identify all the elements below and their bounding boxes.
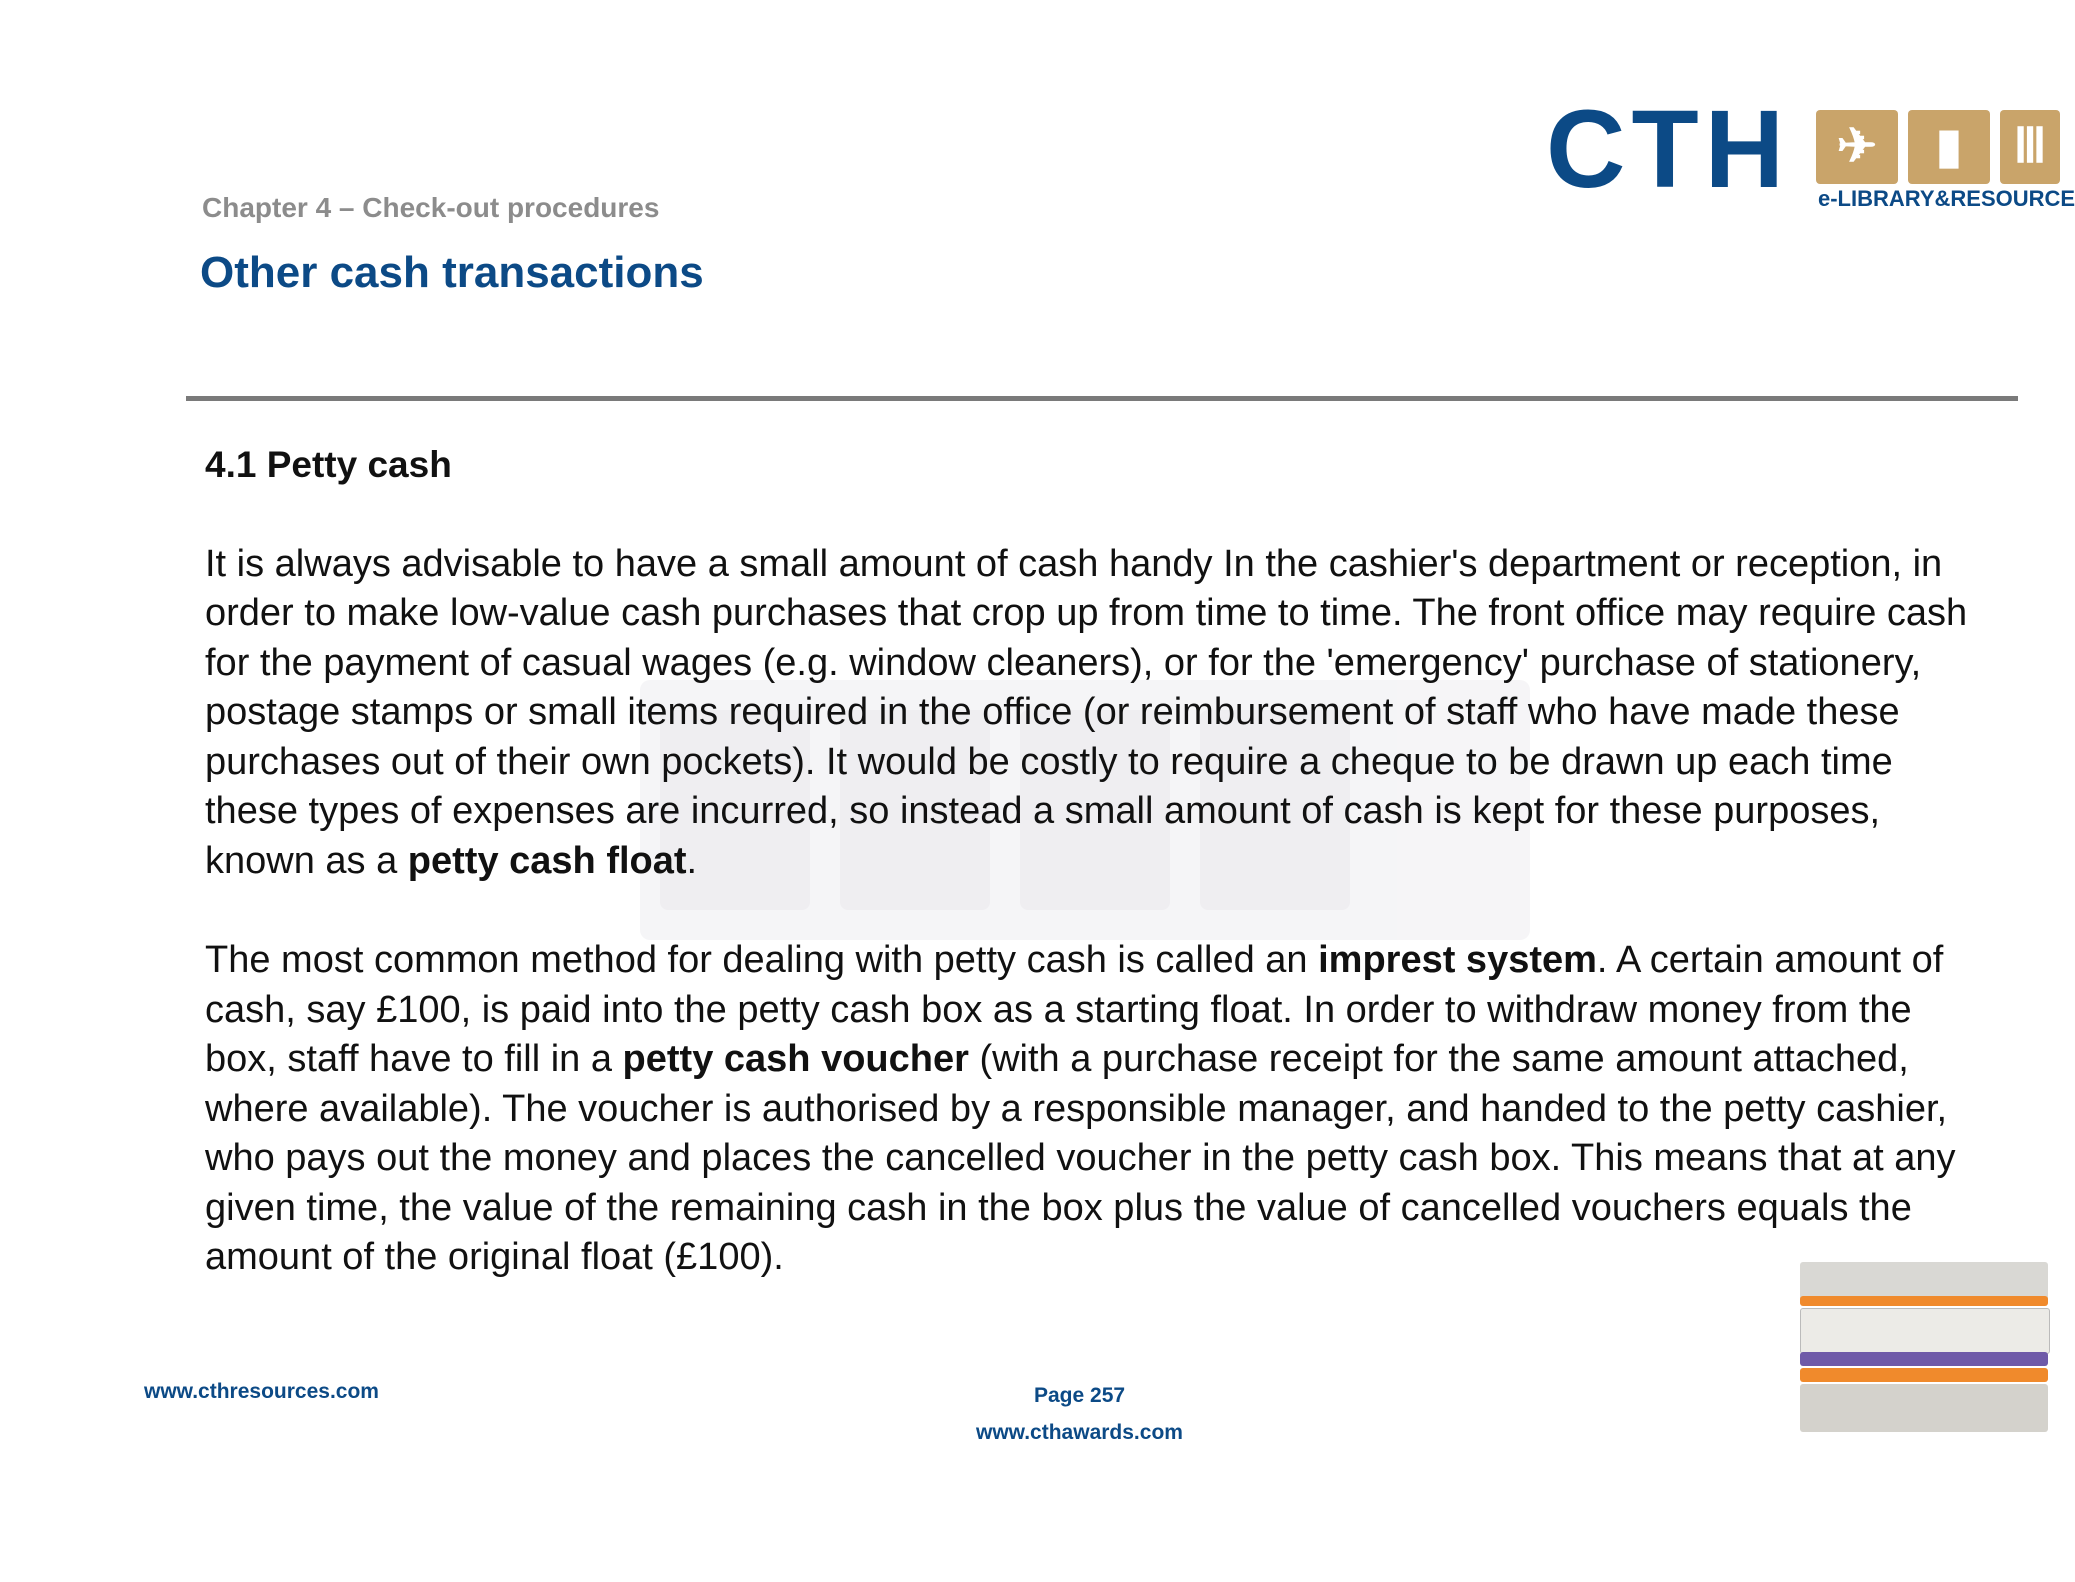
header-divider: [186, 396, 2018, 401]
book: [1800, 1368, 2048, 1382]
book-stack-image: [1800, 1262, 2048, 1432]
paragraph-petty-cash: [205, 540, 1985, 887]
footer-resources-link[interactable]: www.cthresources.com: [144, 1380, 379, 1403]
paragraph-text: (with a purchase receipt for the same amount attached, where available). The voucher is authorised by a responsible manager, and handed to the petty cashier, who pays out the money and places the cancelled voucher in the petty cash box. This means that at any given time, the value of the remaining cash in the box plus the value of cancelled vouchers equals the amount of the original float (£100).: [205, 1038, 1956, 1278]
book: [1800, 1384, 2048, 1432]
section-heading: 4.1 Petty cash: [205, 444, 452, 485]
airplane-icon: ✈: [1816, 110, 1898, 184]
paragraph-text: The most common method for dealing with petty cash is called an: [205, 939, 1319, 981]
page-number: Page 257: [1034, 1384, 1126, 1407]
bold-term: petty cash float: [407, 839, 687, 882]
book: [1800, 1352, 2048, 1366]
fork-icon: Ⅲ: [2000, 110, 2060, 184]
page-title: Other cash transactions: [200, 248, 704, 297]
book: [1800, 1296, 2048, 1306]
logo-wordmark: CTH: [1546, 88, 1791, 211]
book: [1800, 1308, 2050, 1354]
footer-awards-link[interactable]: www.cthawards.com: [976, 1421, 1183, 1444]
bold-term: imprest system: [1318, 939, 1597, 981]
paragraph-text: It is always advisable to have a small amount of cash handy In the cashier's department or reception, in order to make low-value cash purchases that crop up from time to time. The front office may require cash for the payment of casual wages (e.g. window cleaners), or for the 'emergency' purchase of stationery, postage stamps or small items required in the office (or reimbursement of staff who have made these purchases out of their own pockets). It would be costly to require a cheque to be drawn up each time these types of expenses are incurred, so instead a small amount of cash is kept for these purposes, known as a: [205, 542, 1968, 882]
chapter-label: Chapter 4 – Check-out procedures: [202, 192, 660, 223]
bold-term: petty cash voucher: [622, 1038, 969, 1080]
paragraph-imprest: [205, 936, 1985, 1283]
logo-tagline: e-LIBRARY&RESOURCE: [1818, 186, 2075, 211]
hotel-icon: ▮: [1908, 110, 1990, 184]
paragraph-end: .: [686, 839, 698, 882]
paragraph-text: . A certain amount of cash, say £100, is paid into the petty cash box as a starting float. In order to withdraw money from the box, staff have to fill in a: [205, 939, 1944, 1080]
cth-logo: [1546, 88, 2075, 220]
main-content: [205, 440, 1985, 1333]
